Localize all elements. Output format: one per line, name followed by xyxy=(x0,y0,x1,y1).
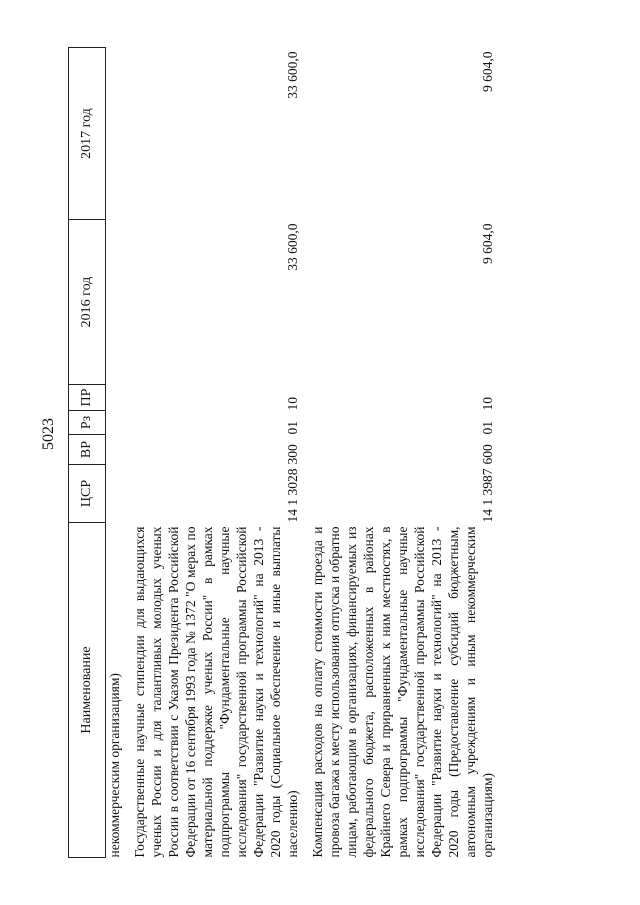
row-csr: 14 1 3987 xyxy=(480,468,495,523)
table-header-row xyxy=(69,48,106,858)
row-rz: 01 xyxy=(480,421,495,435)
header-2017: 2017 год xyxy=(69,48,106,220)
table-row xyxy=(106,48,124,858)
header-name: Наименование xyxy=(69,523,106,858)
budget-table xyxy=(68,47,496,858)
amount-2016: 9 604,0 xyxy=(480,223,495,264)
row-2016 xyxy=(123,220,301,385)
row-pr xyxy=(106,385,124,411)
row-2017 xyxy=(106,48,124,220)
header-2016: 2016 год xyxy=(69,220,106,385)
header-vr: ВР xyxy=(69,435,106,465)
row-vr: 600 xyxy=(480,444,495,465)
row-csr: 14 1 3028 xyxy=(285,468,300,523)
amount-2017: 9 604,0 xyxy=(480,51,495,92)
amount-2017: 33 600,0 xyxy=(285,51,300,99)
row-name: Государственные научные стипендии для выдающихся ученых России и для талантливых молодых ученых России в соответствии с Указом Президента Российской Федерации от 16 сентября 1993 года № 1372 "О мерах по материальной поддержке ученых России" в рамках подпрограммы "Фундаментальные научные исследования" государственной программы Российской Федерации "Развитие науки и технологий" на 2013 - 2020 годы (Социальное обеспечение и иные выплаты населению) xyxy=(132,526,300,858)
row-vr: 300 xyxy=(285,444,300,465)
header-rz: Рз xyxy=(69,411,106,435)
row-2017 xyxy=(301,48,496,220)
row-name: некоммерческим организациям) xyxy=(107,673,122,858)
rotated-table-container xyxy=(68,48,578,858)
row-2016 xyxy=(106,220,124,385)
row-2017 xyxy=(123,48,301,220)
row-vr xyxy=(106,435,124,465)
page-number: 5023 xyxy=(40,418,57,450)
row-pr: 10 xyxy=(285,397,300,411)
table-row xyxy=(123,48,301,858)
amount-2016: 33 600,0 xyxy=(285,223,300,271)
row-name: Компенсация расходов на оплату стоимости проезда и провоза багажа к месту использования отпуска и обратно лицам, работающим в организациях, финансируемых из федерального бюджета, расположенных в районах Крайнего Севера и приравненных к ним местностях, в рамках подпрограммы "Фундаментальные научные исследования" государственной программы Российской Федерации "Развитие науки и технологий" на 2013 - 2020 годы (Предоставление субсидий бюджетным, автономным учреждениям и иным некоммерческим организациям) xyxy=(310,526,495,858)
table-row xyxy=(301,48,496,858)
header-csr: ЦСР xyxy=(69,465,106,523)
row-rz: 01 xyxy=(285,421,300,435)
header-pr: ПР xyxy=(69,385,106,411)
row-pr: 10 xyxy=(480,397,495,411)
row-rz xyxy=(106,411,124,435)
row-csr xyxy=(106,465,124,523)
row-2016 xyxy=(301,220,496,385)
